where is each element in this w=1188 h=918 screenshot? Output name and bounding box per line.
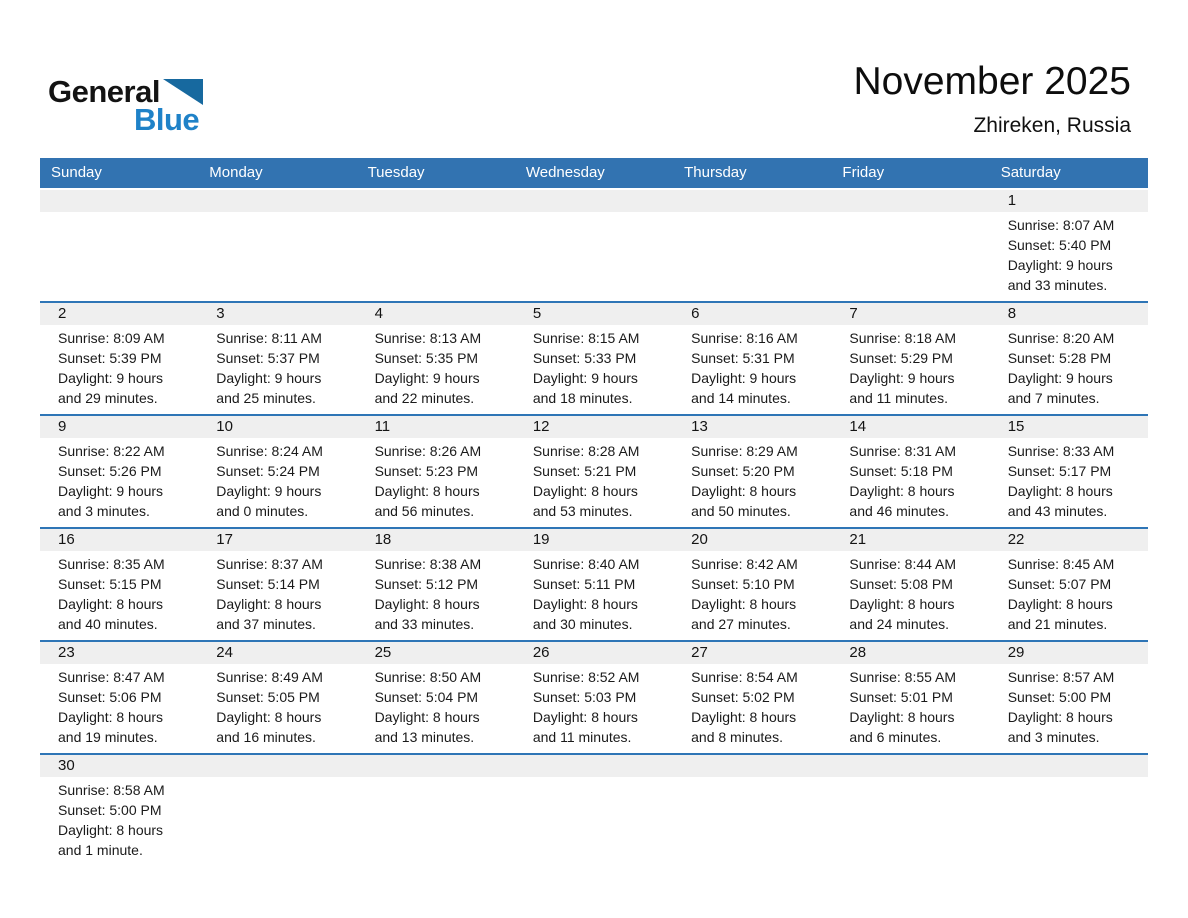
sunrise-text: Sunrise: 8:26 AM — [374, 443, 482, 459]
day-details — [40, 438, 198, 527]
day-cell-27 — [673, 642, 831, 753]
daylight-text: Daylight: 8 hours and 40 minutes. — [58, 596, 164, 632]
day-cell-empty — [198, 755, 356, 866]
day-number — [198, 755, 356, 777]
day-number: 1 — [990, 190, 1148, 212]
sunrise-text: Sunrise: 8:15 AM — [532, 330, 640, 346]
day-details — [40, 777, 198, 866]
day-cell-11 — [357, 416, 515, 527]
week-row-3 — [40, 414, 1148, 527]
daylight-text: Daylight: 8 hours and 43 minutes. — [1007, 483, 1113, 519]
week-row-6 — [40, 753, 1148, 866]
day-cell-empty — [673, 755, 831, 866]
day-details — [831, 664, 989, 753]
day-number: 3 — [198, 303, 356, 325]
day-cell-30 — [40, 755, 198, 866]
day-cell-19 — [515, 529, 673, 640]
day-cell-6 — [673, 303, 831, 414]
day-number: 11 — [357, 416, 515, 438]
daylight-text: Daylight: 8 hours and 11 minutes. — [532, 709, 638, 745]
daylight-text: Daylight: 9 hours and 29 minutes. — [58, 370, 164, 406]
day-details — [831, 551, 989, 640]
day-number: 6 — [673, 303, 831, 325]
day-number: 2 — [40, 303, 198, 325]
day-details — [515, 438, 673, 527]
day-number: 8 — [990, 303, 1148, 325]
daylight-text: Daylight: 9 hours and 25 minutes. — [216, 370, 322, 406]
sunset-text: Sunset: 5:10 PM — [691, 576, 795, 592]
sunrise-text: Sunrise: 8:13 AM — [374, 330, 482, 346]
day-cell-9 — [40, 416, 198, 527]
day-details — [357, 551, 515, 640]
day-cell-empty — [515, 190, 673, 301]
weekday-header-friday: Friday — [842, 164, 885, 181]
day-details — [990, 325, 1148, 414]
day-details — [198, 212, 356, 221]
daylight-text: Daylight: 8 hours and 6 minutes. — [849, 709, 955, 745]
day-details — [198, 438, 356, 527]
day-number: 26 — [515, 642, 673, 664]
day-cell-3 — [198, 303, 356, 414]
daylight-text: Daylight: 8 hours and 50 minutes. — [691, 483, 797, 519]
week-row-1 — [40, 190, 1148, 301]
sunrise-text: Sunrise: 8:18 AM — [849, 330, 957, 346]
sunrise-text: Sunrise: 8:20 AM — [1007, 330, 1115, 346]
sunrise-text: Sunrise: 8:52 AM — [532, 669, 640, 685]
day-number: 10 — [198, 416, 356, 438]
daylight-text: Daylight: 8 hours and 56 minutes. — [374, 483, 480, 519]
sunrise-text: Sunrise: 8:55 AM — [849, 669, 957, 685]
sunset-text: Sunset: 5:31 PM — [691, 350, 795, 366]
day-number — [515, 190, 673, 212]
day-details — [990, 664, 1148, 753]
day-number: 14 — [831, 416, 989, 438]
sunset-text: Sunset: 5:20 PM — [691, 463, 795, 479]
title-block — [854, 60, 1132, 138]
day-details — [515, 777, 673, 786]
day-details — [357, 438, 515, 527]
daylight-text: Daylight: 8 hours and 1 minute. — [58, 822, 164, 858]
day-number — [515, 755, 673, 777]
day-number: 16 — [40, 529, 198, 551]
day-cell-16 — [40, 529, 198, 640]
sunrise-text: Sunrise: 8:47 AM — [58, 669, 165, 685]
daylight-text: Daylight: 8 hours and 21 minutes. — [1007, 596, 1113, 632]
sunset-text: Sunset: 5:37 PM — [216, 350, 320, 366]
day-number: 13 — [673, 416, 831, 438]
weekday-header-thursday: Thursday — [684, 164, 747, 181]
day-number — [673, 755, 831, 777]
page-subtitle: Zhireken, Russia — [973, 113, 1131, 137]
day-details — [673, 438, 831, 527]
day-cell-21 — [831, 529, 989, 640]
day-cell-empty — [357, 755, 515, 866]
sunrise-text: Sunrise: 8:31 AM — [849, 443, 957, 459]
day-details — [673, 325, 831, 414]
sunrise-text: Sunrise: 8:29 AM — [691, 443, 798, 459]
sunset-text: Sunset: 5:00 PM — [58, 802, 162, 818]
day-number: 25 — [357, 642, 515, 664]
sunset-text: Sunset: 5:04 PM — [374, 689, 479, 705]
day-cell-empty — [831, 190, 989, 301]
day-number: 17 — [198, 529, 356, 551]
daylight-text: Daylight: 9 hours and 0 minutes. — [216, 483, 322, 519]
day-cell-empty — [40, 190, 198, 301]
sunset-text: Sunset: 5:07 PM — [1007, 576, 1112, 592]
day-number: 19 — [515, 529, 673, 551]
day-cell-29 — [990, 642, 1148, 753]
sunrise-text: Sunrise: 8:42 AM — [691, 556, 798, 572]
weekday-header-wednesday: Wednesday — [525, 164, 605, 181]
sunset-text: Sunset: 5:08 PM — [849, 576, 953, 592]
day-details — [990, 212, 1148, 301]
day-cell-15 — [990, 416, 1148, 527]
day-cell-empty — [357, 190, 515, 301]
day-number: 4 — [357, 303, 515, 325]
day-cell-12 — [515, 416, 673, 527]
daylight-text: Daylight: 8 hours and 13 minutes. — [374, 709, 480, 745]
day-cell-2 — [40, 303, 198, 414]
daylight-text: Daylight: 8 hours and 24 minutes. — [849, 596, 955, 632]
sunset-text: Sunset: 5:17 PM — [1007, 463, 1112, 479]
day-cell-24 — [198, 642, 356, 753]
day-cell-26 — [515, 642, 673, 753]
day-details — [515, 664, 673, 753]
day-number: 15 — [990, 416, 1148, 438]
sunrise-text: Sunrise: 8:28 AM — [532, 443, 640, 459]
sunrise-text: Sunrise: 8:38 AM — [374, 556, 482, 572]
day-cell-8 — [990, 303, 1148, 414]
sunrise-text: Sunrise: 8:07 AM — [1007, 217, 1115, 233]
day-cell-empty — [515, 755, 673, 866]
day-cell-13 — [673, 416, 831, 527]
day-cell-5 — [515, 303, 673, 414]
day-number: 29 — [990, 642, 1148, 664]
sunset-text: Sunset: 5:14 PM — [216, 576, 320, 592]
week-row-4 — [40, 527, 1148, 640]
day-details — [515, 212, 673, 221]
day-number: 24 — [198, 642, 356, 664]
day-details — [515, 325, 673, 414]
sunrise-text: Sunrise: 8:57 AM — [1007, 669, 1115, 685]
day-number: 20 — [673, 529, 831, 551]
day-details — [515, 551, 673, 640]
sunrise-text: Sunrise: 8:49 AM — [216, 669, 323, 685]
week-row-5 — [40, 640, 1148, 753]
daylight-text: Daylight: 8 hours and 53 minutes. — [532, 483, 638, 519]
day-details — [357, 664, 515, 753]
day-cell-empty — [673, 190, 831, 301]
daylight-text: Daylight: 8 hours and 37 minutes. — [216, 596, 322, 632]
sunset-text: Sunset: 5:12 PM — [374, 576, 479, 592]
sunset-text: Sunset: 5:03 PM — [532, 689, 637, 705]
day-details — [673, 777, 831, 786]
day-number: 18 — [357, 529, 515, 551]
sunset-text: Sunset: 5:35 PM — [374, 350, 479, 366]
day-details — [40, 212, 198, 221]
sunrise-text: Sunrise: 8:37 AM — [216, 556, 323, 572]
day-number — [198, 190, 356, 212]
day-details — [357, 325, 515, 414]
sunrise-text: Sunrise: 8:11 AM — [216, 330, 322, 346]
sunset-text: Sunset: 5:26 PM — [58, 463, 162, 479]
weekday-header-tuesday: Tuesday — [367, 164, 425, 181]
day-details — [198, 325, 356, 414]
day-number: 30 — [40, 755, 198, 777]
day-cell-18 — [357, 529, 515, 640]
sunset-text: Sunset: 5:15 PM — [58, 576, 162, 592]
sunset-text: Sunset: 5:21 PM — [532, 463, 637, 479]
day-cell-empty — [198, 190, 356, 301]
day-number — [990, 755, 1148, 777]
weekday-header-monday: Monday — [209, 164, 263, 181]
page-title: November 2025 — [853, 60, 1131, 103]
daylight-text: Daylight: 9 hours and 33 minutes. — [1007, 257, 1113, 293]
sunset-text: Sunset: 5:23 PM — [374, 463, 479, 479]
sunrise-text: Sunrise: 8:35 AM — [58, 556, 165, 572]
sunrise-text: Sunrise: 8:58 AM — [58, 782, 165, 798]
daylight-text: Daylight: 9 hours and 22 minutes. — [374, 370, 480, 406]
day-cell-1 — [990, 190, 1148, 301]
daylight-text: Daylight: 8 hours and 8 minutes. — [691, 709, 797, 745]
daylight-text: Daylight: 9 hours and 18 minutes. — [532, 370, 638, 406]
day-details — [198, 551, 356, 640]
day-details — [673, 664, 831, 753]
sunrise-text: Sunrise: 8:44 AM — [849, 556, 957, 572]
daylight-text: Daylight: 8 hours and 19 minutes. — [58, 709, 164, 745]
day-number: 22 — [990, 529, 1148, 551]
day-details — [990, 777, 1148, 786]
sunset-text: Sunset: 5:29 PM — [849, 350, 953, 366]
sunset-text: Sunset: 5:06 PM — [58, 689, 162, 705]
sunset-text: Sunset: 5:33 PM — [532, 350, 637, 366]
week-row-2 — [40, 301, 1148, 414]
logo-text-general: General — [48, 74, 160, 109]
day-cell-7 — [831, 303, 989, 414]
day-number: 7 — [831, 303, 989, 325]
daylight-text: Daylight: 8 hours and 46 minutes. — [849, 483, 955, 519]
sunset-text: Sunset: 5:00 PM — [1007, 689, 1112, 705]
day-cell-14 — [831, 416, 989, 527]
day-details — [990, 551, 1148, 640]
weekday-header-sunday: Sunday — [51, 164, 102, 181]
day-details — [40, 325, 198, 414]
calendar-table — [40, 158, 1148, 866]
sunset-text: Sunset: 5:28 PM — [1007, 350, 1112, 366]
sunrise-text: Sunrise: 8:40 AM — [532, 556, 640, 572]
day-details — [40, 664, 198, 753]
day-cell-empty — [831, 755, 989, 866]
day-details — [831, 777, 989, 786]
day-number: 27 — [673, 642, 831, 664]
daylight-text: Daylight: 9 hours and 11 minutes. — [849, 370, 955, 406]
sunset-text: Sunset: 5:01 PM — [849, 689, 953, 705]
daylight-text: Daylight: 9 hours and 7 minutes. — [1007, 370, 1113, 406]
sunrise-text: Sunrise: 8:09 AM — [58, 330, 165, 346]
sunrise-text: Sunrise: 8:16 AM — [691, 330, 798, 346]
sunrise-text: Sunrise: 8:33 AM — [1007, 443, 1115, 459]
day-number: 23 — [40, 642, 198, 664]
day-details — [673, 551, 831, 640]
day-details — [198, 664, 356, 753]
logo-text-blue: Blue — [134, 102, 200, 137]
day-number — [357, 190, 515, 212]
day-cell-10 — [198, 416, 356, 527]
day-number: 12 — [515, 416, 673, 438]
day-cell-23 — [40, 642, 198, 753]
day-number — [673, 190, 831, 212]
sunrise-text: Sunrise: 8:54 AM — [691, 669, 798, 685]
day-details — [831, 212, 989, 221]
day-details — [990, 438, 1148, 527]
day-details — [831, 438, 989, 527]
sunset-text: Sunset: 5:11 PM — [532, 576, 636, 592]
day-cell-20 — [673, 529, 831, 640]
day-details — [831, 325, 989, 414]
daylight-text: Daylight: 8 hours and 3 minutes. — [1007, 709, 1113, 745]
day-cell-25 — [357, 642, 515, 753]
day-details — [357, 212, 515, 221]
daylight-text: Daylight: 9 hours and 3 minutes. — [58, 483, 164, 519]
day-number: 28 — [831, 642, 989, 664]
day-details — [40, 551, 198, 640]
daylight-text: Daylight: 8 hours and 30 minutes. — [532, 596, 638, 632]
weekday-header-saturday: Saturday — [1000, 164, 1061, 181]
day-number: 5 — [515, 303, 673, 325]
daylight-text: Daylight: 8 hours and 27 minutes. — [691, 596, 797, 632]
sunset-text: Sunset: 5:02 PM — [691, 689, 795, 705]
day-cell-17 — [198, 529, 356, 640]
sunset-text: Sunset: 5:24 PM — [216, 463, 320, 479]
sunrise-text: Sunrise: 8:22 AM — [58, 443, 165, 459]
day-number — [357, 755, 515, 777]
day-details — [673, 212, 831, 221]
general-blue-logo — [48, 76, 203, 135]
sunset-text: Sunset: 5:18 PM — [849, 463, 953, 479]
daylight-text: Daylight: 9 hours and 14 minutes. — [691, 370, 797, 406]
day-cell-22 — [990, 529, 1148, 640]
weeks-container — [40, 190, 1148, 866]
day-details — [357, 777, 515, 786]
day-number — [831, 190, 989, 212]
sunset-text: Sunset: 5:40 PM — [1007, 237, 1112, 253]
day-number — [831, 755, 989, 777]
sunrise-text: Sunrise: 8:24 AM — [216, 443, 323, 459]
day-number: 21 — [831, 529, 989, 551]
sunrise-text: Sunrise: 8:50 AM — [374, 669, 482, 685]
day-cell-empty — [990, 755, 1148, 866]
daylight-text: Daylight: 8 hours and 16 minutes. — [216, 709, 322, 745]
day-cell-28 — [831, 642, 989, 753]
weekday-header-row — [40, 158, 1148, 188]
day-number: 9 — [40, 416, 198, 438]
daylight-text: Daylight: 8 hours and 33 minutes. — [374, 596, 480, 632]
sunset-text: Sunset: 5:39 PM — [58, 350, 162, 366]
sunset-text: Sunset: 5:05 PM — [216, 689, 320, 705]
day-details — [198, 777, 356, 786]
day-number — [40, 190, 198, 212]
sunrise-text: Sunrise: 8:45 AM — [1007, 556, 1115, 572]
day-cell-4 — [357, 303, 515, 414]
